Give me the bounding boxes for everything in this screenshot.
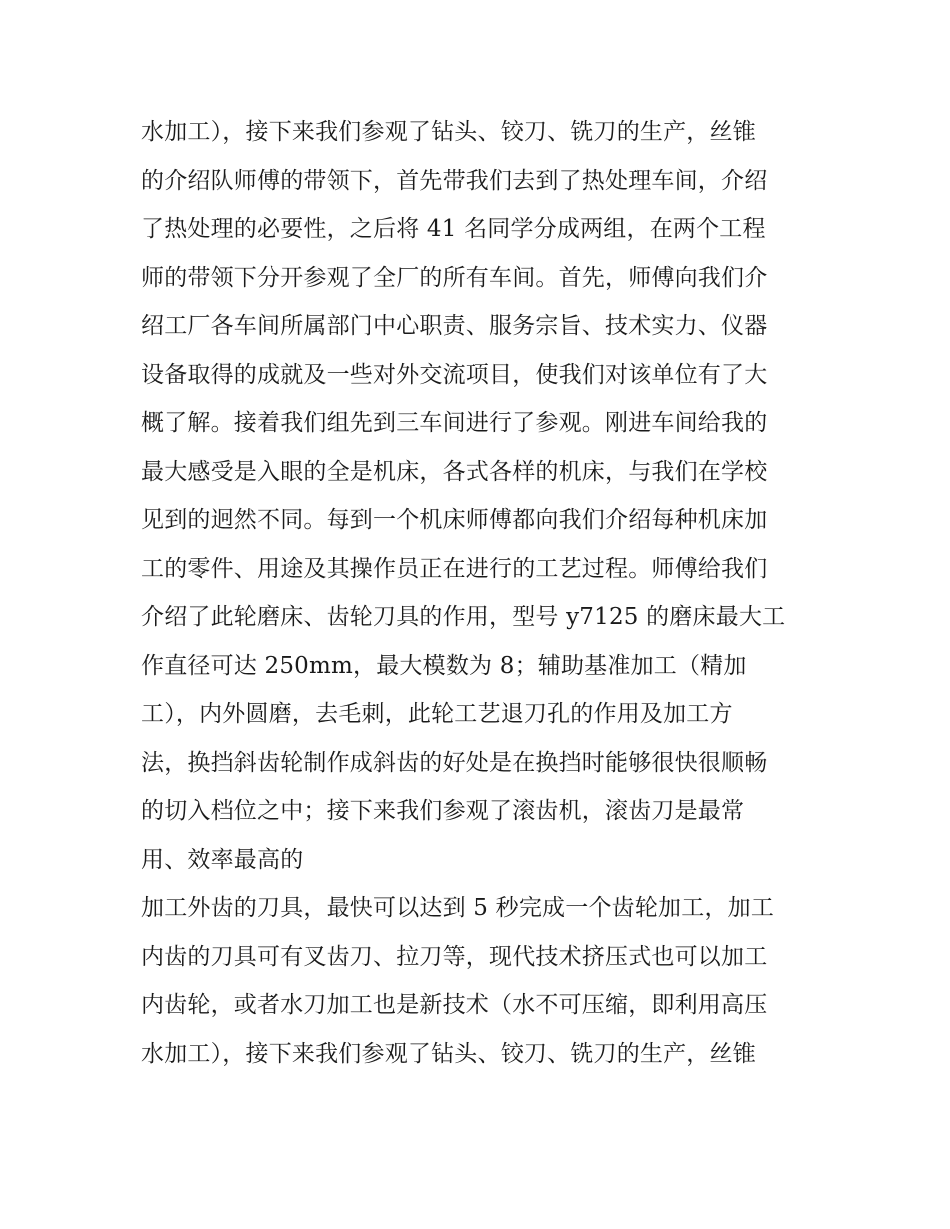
text-line: 的切入档位之中；接下来我们参观了滚齿机，滚齿刀是最常 — [141, 798, 745, 824]
text-line: 工），内外圆磨，去毛刺，此轮工艺退刀孔的作用及加工方 — [141, 701, 733, 727]
text-line: 的介绍队师傅的带领下，首先带我们去到了热处理车间，介绍 — [141, 168, 768, 194]
text-line: 工的零件、用途及其操作员正在进行的工艺过程。师傅给我们 — [141, 556, 768, 582]
text-line: 内齿轮，或者水刀加工也是新技术（水不可压缩，即利用高压 — [141, 992, 768, 1018]
text-line: 了热处理的必要性，之后将 41 名同学分成两组，在两个工程 — [141, 216, 766, 242]
text-line: 内齿的刀具可有叉齿刀、拉刀等，现代技术挤压式也可以加工 — [141, 944, 768, 970]
text-line: 最大感受是入眼的全是机床，各式各样的机床，与我们在学校 — [141, 459, 768, 485]
text-line: 师的带领下分开参观了全厂的所有车间。首先，师傅向我们介 — [141, 265, 768, 291]
text-line: 设备取得的成就及一些对外交流项目，使我们对该单位有了大 — [141, 362, 768, 388]
text-line: 概了解。接着我们组先到三车间进行了参观。刚进车间给我的 — [141, 410, 768, 436]
text-line: 用、效率最高的 — [141, 847, 304, 873]
text-line: 作直径可达 250mm，最大模数为 8；辅助基准加工（精加 — [141, 653, 747, 679]
text-line: 水加工），接下来我们参观了钻头、铰刀、铣刀的生产，丝锥 — [141, 119, 756, 145]
text-line: 水加工），接下来我们参观了钻头、铰刀、铣刀的生产，丝锥 — [141, 1041, 756, 1067]
text-line: 见到的迥然不同。每到一个机床师傅都向我们介绍每种机床加 — [141, 507, 768, 533]
text-line: 法，换挡斜齿轮制作成斜齿的好处是在换挡时能够很快很顺畅 — [141, 750, 768, 776]
text-line: 绍工厂各车间所属部门中心职责、服务宗旨、技术实力、仪器 — [141, 313, 768, 339]
text-line: 加工外齿的刀具，最快可以达到 5 秒完成一个齿轮加工，加工 — [141, 895, 775, 921]
text-line: 介绍了此轮磨床、齿轮刀具的作用，型号 y7125 的磨床最大工 — [141, 604, 786, 630]
